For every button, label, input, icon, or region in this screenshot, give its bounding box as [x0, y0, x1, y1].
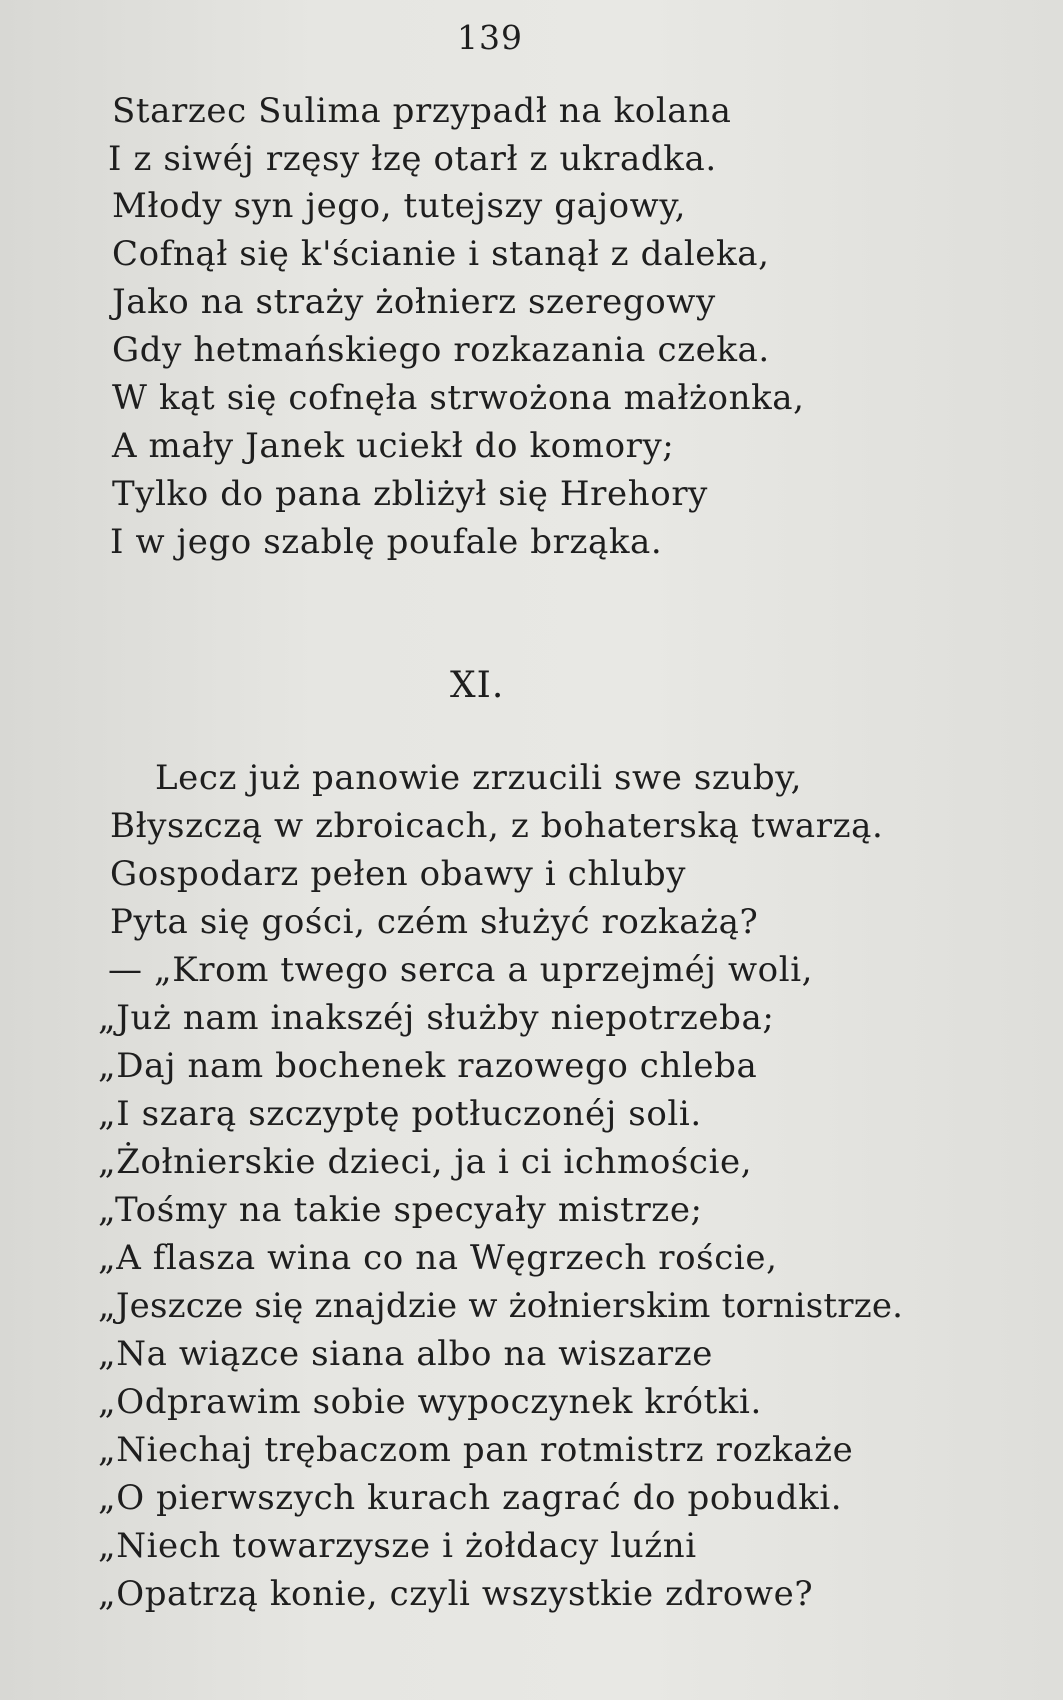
verse-line: „Niech towarzysze i żołdacy luźni: [98, 1526, 697, 1566]
verse-line: „Tośmy na takie specyały mistrze;: [98, 1190, 703, 1230]
verse-line: „Żołnierskie dzieci, ja i ci ichmoście,: [98, 1142, 753, 1182]
verse-line: „A flasza wina co na Węgrzech roście,: [98, 1238, 778, 1278]
verse-line: Starzec Sulima przypadł na kolana: [112, 91, 732, 131]
verse-line: Lecz już panowie zrzucili swe szuby,: [155, 758, 802, 798]
verse-line: „Odprawim sobie wypoczynek krótki.: [98, 1382, 762, 1422]
verse-line: W kąt się cofnęła strwożona małżonka,: [112, 378, 805, 418]
verse-line: Tylko do pana zbliżył się Hrehory: [112, 474, 708, 514]
verse-line: A mały Janek uciekł do komory;: [112, 426, 675, 466]
verse-line: Pyta się gości, czém służyć rozkażą?: [110, 902, 759, 942]
verse-line: Cofnął się k'ścianie i stanął z daleka,: [112, 234, 770, 274]
page-number: 139: [457, 18, 523, 57]
verse-line: „Niechaj trębaczom pan rotmistrz rozkaże: [98, 1430, 854, 1470]
verse-line: „Już nam inakszéj służby niepotrzeba;: [98, 998, 775, 1038]
verse-line: Gdy hetmańskiego rozkazania czeka.: [112, 330, 770, 370]
verse-line: „Jeszcze się znajdzie w żołnierskim tornistrze.: [98, 1286, 904, 1326]
verse-line: „Daj nam bochenek razowego chleba: [98, 1046, 758, 1086]
verse-line: Błyszczą w zbroicach, z bohaterską twarzą.: [110, 806, 884, 846]
verse-line: — „Krom twego serca a uprzejméj woli,: [108, 950, 814, 990]
verse-line: „I szarą szczyptę potłuczonéj soli.: [98, 1094, 702, 1134]
section-heading: XI.: [450, 665, 505, 706]
verse-line: I w jego szablę poufale brząka.: [110, 522, 663, 562]
verse-line: Jako na straży żołnierz szeregowy: [112, 282, 716, 322]
verse-line: „O pierwszych kurach zagrać do pobudki.: [98, 1478, 843, 1518]
verse-line: I z siwéj rzęsy łzę otarł z ukradka.: [108, 139, 717, 179]
verse-line: „Opatrzą konie, czyli wszystkie zdrowe?: [98, 1574, 814, 1614]
verse-line: Gospodarz pełen obawy i chluby: [110, 854, 687, 894]
verse-line: „Na wiązce siana albo na wiszarze: [98, 1334, 713, 1374]
verse-line: Młody syn jego, tutejszy gajowy,: [112, 186, 687, 226]
